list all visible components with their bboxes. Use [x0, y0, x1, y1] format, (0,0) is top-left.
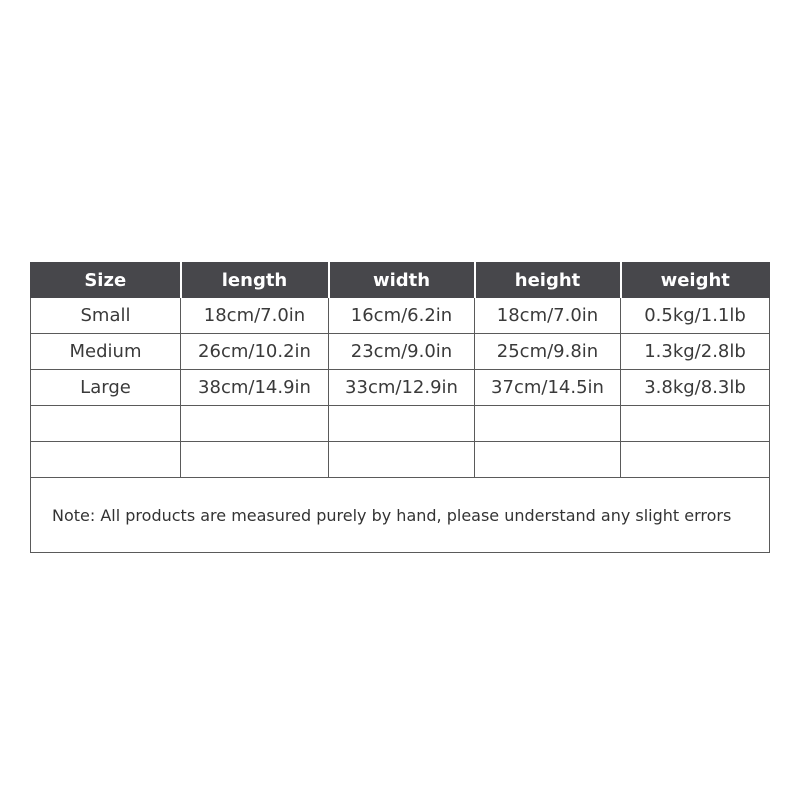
cell-length: 18cm/7.0in [181, 298, 329, 334]
cell-length [181, 442, 329, 478]
table-row [31, 370, 770, 406]
cell-width: 33cm/12.9in [329, 370, 475, 406]
header-width: width [329, 263, 475, 298]
cell-size: Small [31, 298, 181, 334]
cell-size [31, 442, 181, 478]
cell-width: 16cm/6.2in [329, 298, 475, 334]
header-size: Size [31, 263, 181, 298]
cell-weight: 1.3kg/2.8lb [621, 334, 770, 370]
cell-length: 26cm/10.2in [181, 334, 329, 370]
note-row [31, 478, 770, 553]
table-body [31, 298, 770, 553]
cell-weight [621, 406, 770, 442]
cell-size: Medium [31, 334, 181, 370]
cell-height: 25cm/9.8in [475, 334, 621, 370]
measurement-note: Note: All products are measured purely by hand, please understand any slight errors [31, 478, 770, 553]
cell-size: Large [31, 370, 181, 406]
table-row [31, 334, 770, 370]
cell-height [475, 406, 621, 442]
cell-width [329, 406, 475, 442]
table-row [31, 298, 770, 334]
cell-height [475, 442, 621, 478]
cell-height: 37cm/14.5in [475, 370, 621, 406]
header-weight: weight [621, 263, 770, 298]
cell-length [181, 406, 329, 442]
cell-height: 18cm/7.0in [475, 298, 621, 334]
size-chart-table [30, 262, 770, 553]
cell-width [329, 442, 475, 478]
table-header [31, 263, 770, 298]
cell-weight: 0.5kg/1.1lb [621, 298, 770, 334]
header-length: length [181, 263, 329, 298]
cell-size [31, 406, 181, 442]
table-row-empty [31, 442, 770, 478]
table-row-empty [31, 406, 770, 442]
cell-length: 38cm/14.9in [181, 370, 329, 406]
cell-width: 23cm/9.0in [329, 334, 475, 370]
header-height: height [475, 263, 621, 298]
cell-weight: 3.8kg/8.3lb [621, 370, 770, 406]
header-row [31, 263, 770, 298]
cell-weight [621, 442, 770, 478]
